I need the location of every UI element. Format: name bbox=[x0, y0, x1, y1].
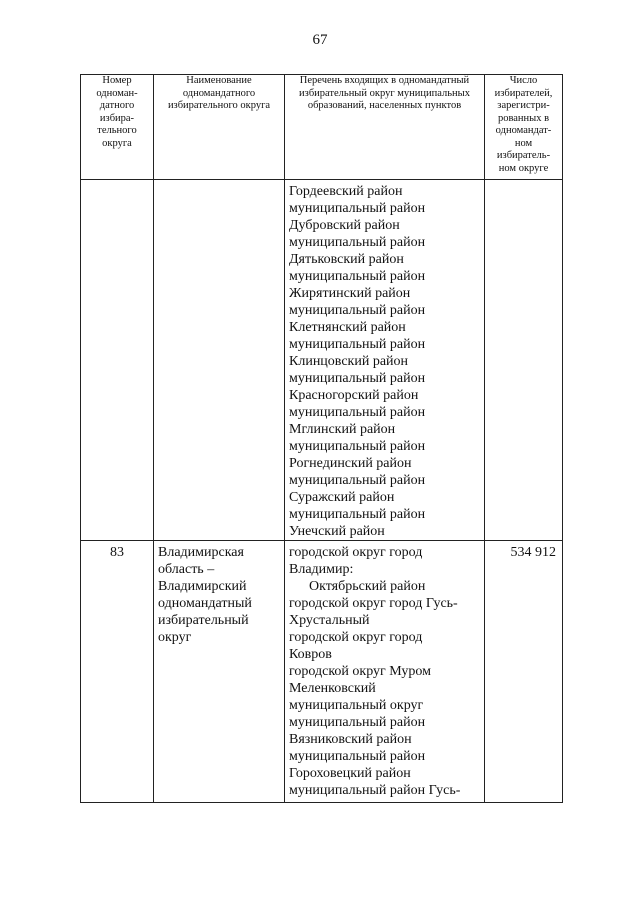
cell-line: Унечский район bbox=[289, 524, 385, 539]
header-line: ном округе bbox=[498, 162, 549, 174]
municipal-units-list bbox=[285, 541, 485, 803]
header-line: образований, населенных пунктов bbox=[307, 100, 462, 111]
header-line: избирательного округа bbox=[167, 100, 271, 111]
cell-line: муниципальный район bbox=[289, 715, 426, 730]
cell-line: Ковров bbox=[289, 647, 332, 662]
cell-line: городской округ город Гусь- bbox=[289, 596, 458, 611]
cell-line: муниципальный район bbox=[289, 405, 426, 420]
cell-line: Красногорский район bbox=[289, 388, 419, 403]
cell-line: муниципальный район bbox=[289, 235, 426, 250]
table-header-row bbox=[81, 75, 563, 180]
header-municipal-units bbox=[285, 75, 485, 180]
header-line: избирательный округ муниципальных bbox=[299, 87, 470, 99]
cell-line: муниципальный район bbox=[289, 507, 426, 522]
cell-line: муниципальный район bbox=[289, 269, 426, 284]
header-line: зарегистри- bbox=[497, 100, 550, 111]
header-line: Номер bbox=[102, 75, 132, 86]
district-number: 83 bbox=[81, 541, 154, 803]
cell-line: городской округ Муром bbox=[289, 664, 431, 679]
districts-table bbox=[80, 74, 563, 803]
cell-line: муниципальный район Гусь- bbox=[289, 783, 461, 798]
cell-line: городской округ город bbox=[289, 545, 423, 560]
cell-line: Гордеевский район bbox=[289, 184, 403, 199]
cell-line: Жирятинский район bbox=[289, 286, 411, 301]
cell-line: городской округ город bbox=[289, 630, 423, 645]
header-district-number bbox=[81, 75, 154, 180]
district-number bbox=[81, 180, 154, 541]
header-line: датного bbox=[99, 100, 135, 111]
header-line: рованных в bbox=[497, 112, 550, 124]
header-district-name bbox=[154, 75, 285, 180]
header-line: Наименование bbox=[186, 75, 252, 86]
cell-line: Вязниковский район bbox=[289, 732, 412, 747]
cell-line: Клинцовский район bbox=[289, 354, 409, 369]
cell-line: Владимирская bbox=[158, 545, 244, 560]
cell-line: Клетнянский район bbox=[289, 320, 406, 335]
header-line: одномандат- bbox=[495, 125, 552, 136]
cell-line: Хрустальный bbox=[289, 613, 370, 628]
cell-line: муниципальный округ bbox=[289, 698, 424, 713]
municipal-units-list bbox=[285, 180, 485, 541]
page-number: 67 bbox=[312, 32, 328, 48]
district-name bbox=[154, 180, 285, 541]
cell-line: муниципальный район bbox=[289, 371, 426, 386]
header-line: избиратель- bbox=[496, 150, 551, 161]
cell-line: муниципальный район bbox=[289, 303, 426, 318]
header-line: Число bbox=[509, 75, 538, 86]
table-row bbox=[81, 180, 563, 541]
cell-line: муниципальный район bbox=[289, 337, 426, 352]
cell-line: муниципальный район bbox=[289, 749, 426, 764]
cell-line: округ bbox=[158, 630, 192, 645]
cell-line: Рогнединский район bbox=[289, 456, 412, 471]
cell-line: область – bbox=[158, 562, 215, 577]
cell-line: Дятьковский район bbox=[289, 252, 404, 267]
header-line: одноман- bbox=[96, 87, 138, 99]
cell-line: одномандатный bbox=[158, 596, 252, 611]
header-line: округа bbox=[102, 137, 132, 149]
cell-line: муниципальный район bbox=[289, 439, 426, 454]
voter-count bbox=[485, 180, 563, 541]
cell-line: Октябрьский район bbox=[309, 579, 426, 594]
cell-line: муниципальный район bbox=[289, 473, 426, 488]
cell-line: Меленковский bbox=[289, 681, 376, 696]
header-line: Перечень входящих в одномандатный bbox=[299, 75, 470, 86]
table-row bbox=[81, 541, 563, 803]
cell-line: Мглинский район bbox=[289, 422, 396, 437]
district-name bbox=[154, 541, 285, 803]
header-voter-count bbox=[485, 75, 563, 180]
cell-line: Гороховецкий район bbox=[289, 766, 411, 781]
header-line: одномандатного bbox=[182, 87, 256, 99]
header-line: избира- bbox=[99, 112, 135, 124]
cell-line: Суражский район bbox=[289, 490, 395, 505]
cell-line: избирательный bbox=[158, 613, 249, 628]
header-line: ном bbox=[514, 137, 533, 149]
header-line: тельного bbox=[97, 125, 137, 136]
cell-line: Владимир: bbox=[289, 562, 354, 577]
cell-line: муниципальный район bbox=[289, 201, 426, 216]
cell-line: Дубровский район bbox=[289, 218, 400, 233]
cell-line: Владимирский bbox=[158, 579, 247, 594]
header-line: избирателей, bbox=[494, 87, 553, 99]
voter-count: 534 912 bbox=[485, 541, 563, 803]
